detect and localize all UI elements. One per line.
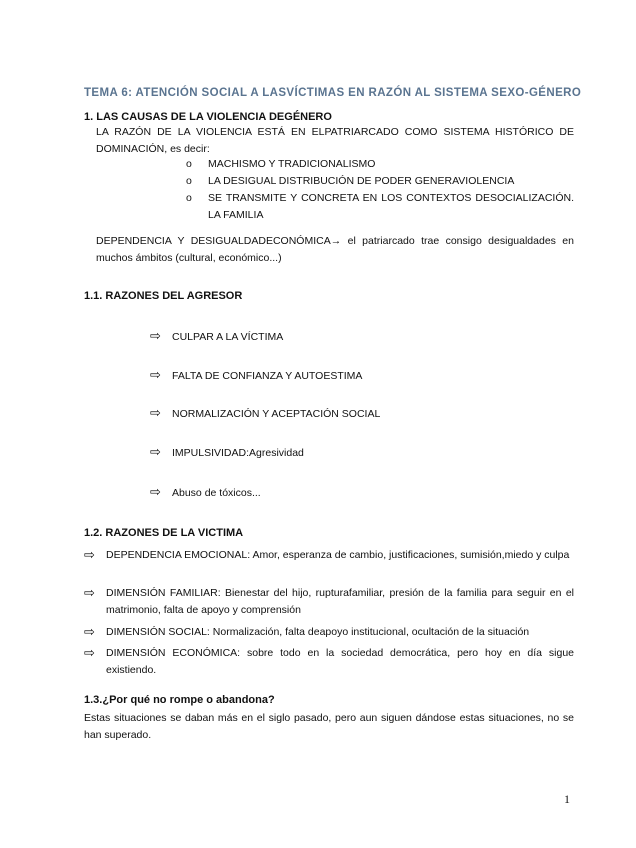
section-1-paragraph: DEPENDENCIA Y DESIGUALDADECONÓMICA→ el patriarcado trae consigo desigualdades en muchos ámbitos (cultural, económico...) <box>96 235 574 264</box>
page-title: TEMA 6: ATENCIÓN SOCIAL A LASVÍCTIMAS EN RAZÓN AL SISTEMA SEXO-GÉNERO <box>84 87 582 99</box>
list-item: DEPENDENCIA EMOCIONAL: Amor, esperanza de cambio, justificaciones, sumisión,miedo y culpa <box>106 549 570 561</box>
bullet-item: LA DESIGUAL DISTRIBUCIÓN DE PODER GENERAVIOLENCIA <box>208 175 515 187</box>
section-1-3-paragraph: Estas situaciones se daban más en el siglo pasado, pero aun siguen dándose estas situaciones, no se han superado. <box>84 712 574 741</box>
arrow-right-icon: ⇨ <box>150 405 161 420</box>
section-1-heading: 1. LAS CAUSAS DE LA VIOLENCIA DEGÉNERO <box>84 111 332 123</box>
bullet-marker: o <box>186 175 192 187</box>
bullet-item-continuation: LA FAMILIA <box>208 209 264 221</box>
list-item: ⇨ IMPULSIVIDAD:Agresividad <box>150 444 304 459</box>
list-item: DIMENSIÓN FAMILIAR: Bienestar del hijo, rupturafamiliar, presión de la familia para seguir en el matrimonio, falta de apoyo y comprensión <box>106 587 574 616</box>
section-1-2-heading: 1.2. RAZONES DE LA VICTIMA <box>84 527 244 539</box>
bullet-marker: o <box>186 192 192 204</box>
arrow-right-icon: ⇨ <box>84 585 95 600</box>
list-item: DIMENSIÓN SOCIAL: Normalización, falta deapoyo institucional, ocultación de la situación <box>106 626 530 638</box>
bullet-item: SE TRANSMITE Y CONCRETA EN LOS CONTEXTOS DESOCIALIZACIÓN. <box>208 192 574 204</box>
list-item: DIMENSIÓN ECONÓMICA: sobre todo en la sociedad democrática, pero hoy en día sigue existiendo. <box>106 647 574 676</box>
arrow-right-icon: ⇨ <box>150 484 161 499</box>
arrow-right-icon: ⇨ <box>150 444 161 459</box>
arrow-right-icon: ⇨ <box>150 367 161 382</box>
section-1-3-heading: 1.3.¿Por qué no rompe o abandona? <box>84 694 275 706</box>
list-item: ⇨ NORMALIZACIÓN Y ACEPTACIÓN SOCIAL <box>150 405 381 420</box>
list-item: ⇨ CULPAR A LA VÍCTIMA <box>150 328 284 343</box>
bullet-marker: o <box>186 158 192 170</box>
list-item: ⇨ Abuso de tóxicos... <box>150 484 261 499</box>
list-item: ⇨ FALTA DE CONFIANZA Y AUTOESTIMA <box>150 367 363 382</box>
arrow-right-icon: ⇨ <box>84 645 95 660</box>
section-1-1-heading: 1.1. RAZONES DEL AGRESOR <box>84 290 243 302</box>
arrow-right-icon: ⇨ <box>84 624 95 639</box>
arrow-right-icon: ⇨ <box>84 547 95 562</box>
section-1-intro: LA RAZÓN DE LA VIOLENCIA ESTÁ EN ELPATRIARCADO COMO SISTEMA HISTÓRICO DE DOMINACIÓN, es decir: <box>96 126 574 155</box>
bullet-item: MACHISMO Y TRADICIONALISMO <box>208 158 376 170</box>
page-number: 1 <box>564 792 570 806</box>
arrow-right-icon: ⇨ <box>150 328 161 343</box>
